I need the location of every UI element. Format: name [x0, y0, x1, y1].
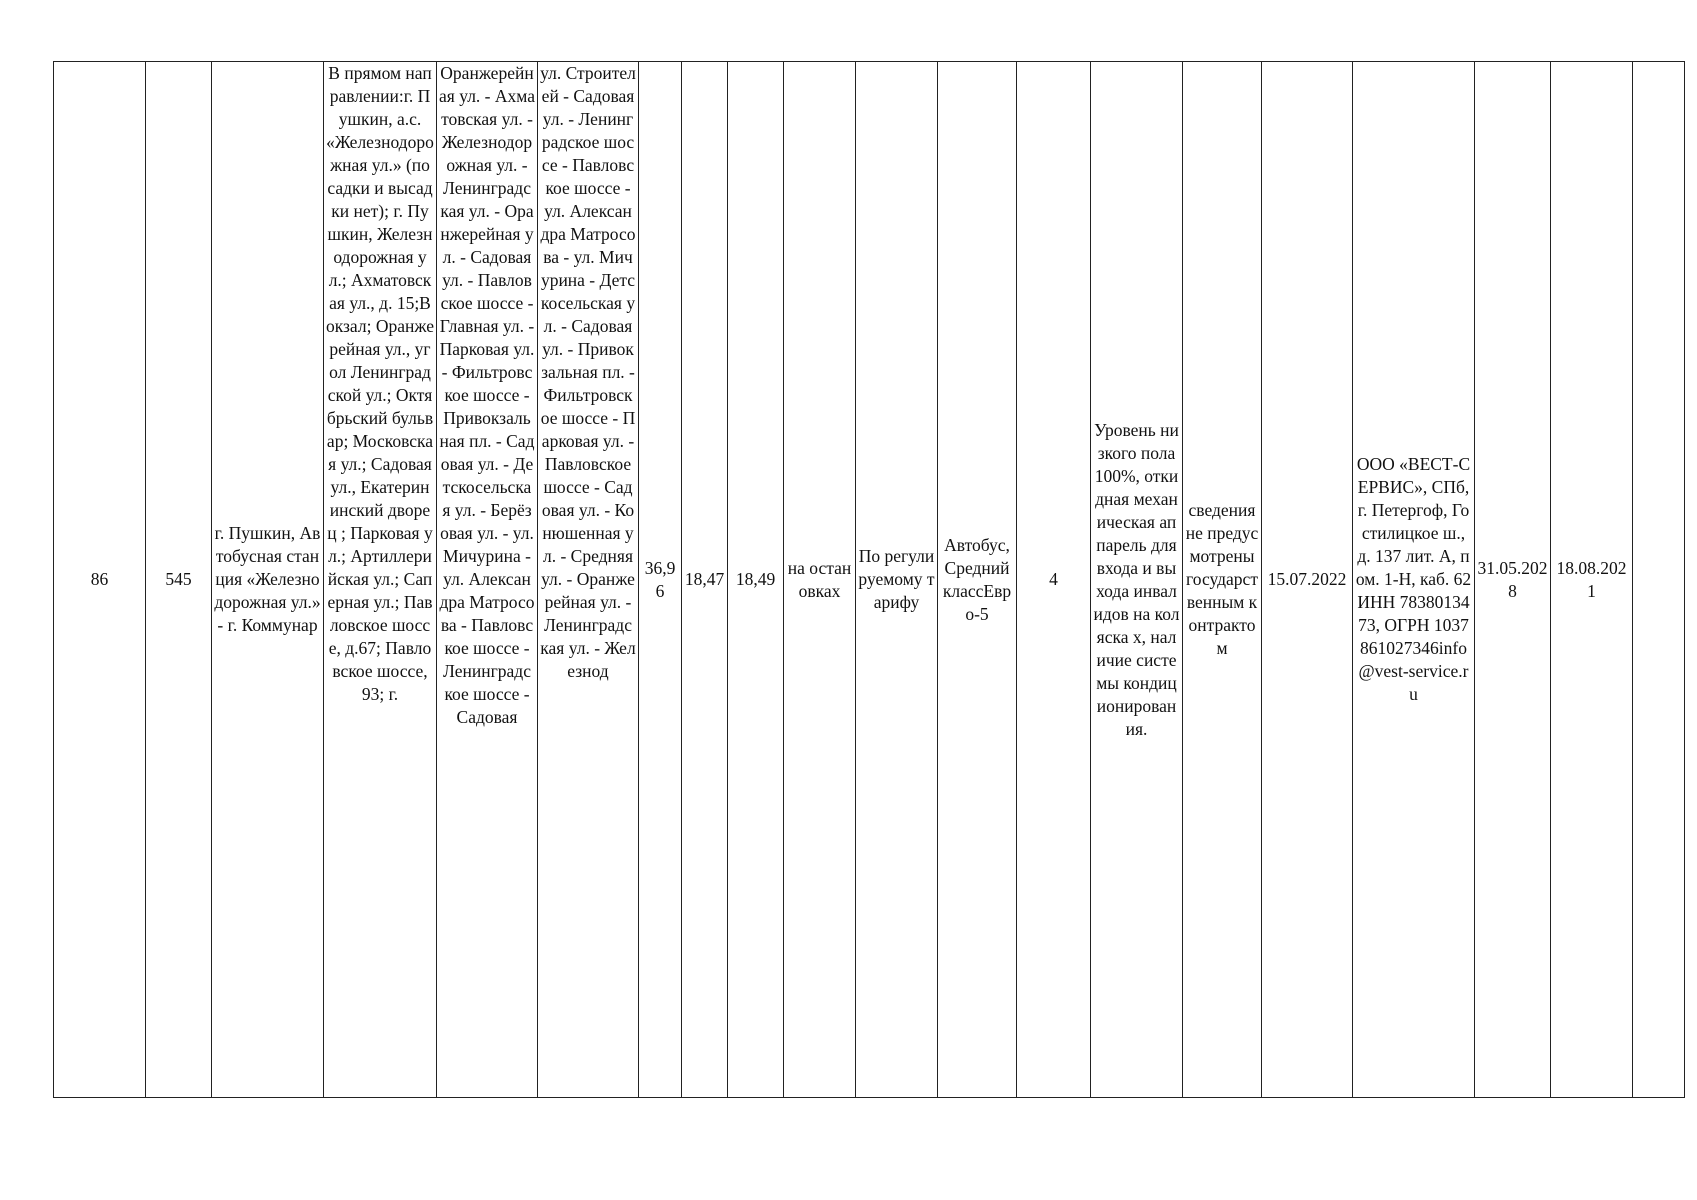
- end-date-cell: 31.05.2028: [1475, 62, 1551, 1098]
- carrier-cell: ООО «ВЕСТ-СЕРВИС», СПб, г. Петергоф, Гостилицкое ш., д. 137 лит. А, пом. 1-Н, каб. 62 ИНН 7838013473, ОГРН 1037861027346info@vest-service.ru: [1353, 62, 1475, 1098]
- table-row: [54, 62, 1685, 1098]
- stops-text: В прямом направлении:г. Пушкин, а.с. «Железнодорожная ул.» (посадки и высадки нет); г. Пушкин, Железнодорожная ул.; Ахматовская ул., д. 15;Вокзал; Оранжерейная ул., угол Ленинградской ул.; Октябрьский бульвар; Московская ул.; Садовая ул., Екатерининский дворец ; Парковая ул.; Артиллерийская ул.; Саперная ул.; Павловское шоссе, д.67; Павловское шоссе, 93; г.: [326, 63, 434, 704]
- streets-backward-cell: [538, 62, 639, 1098]
- row-number-cell: 86: [54, 62, 146, 1098]
- route-name-cell: г. Пушкин, Автобусная станция «Железнодорожная ул.» - г. Коммунар: [212, 62, 324, 1098]
- vehicle-cell: Автобус, Средний классЕвро-5: [938, 62, 1017, 1098]
- extra-cell: [1633, 62, 1685, 1098]
- contract-info-cell: сведения не предусмотрены государственным контрактом: [1183, 62, 1262, 1098]
- streets-forward-text: Оранжерейная ул. - Ахматовская ул. - Железнодорожная ул. - Ленинградская ул. - Оранжерейная ул. - Садовая ул. - Павловское шоссе - Главная ул. - Парковая ул. - Фильтровское шоссе - Привокзальная пл. - Садовая ул. - Детскосельская ул. - Берёзовая ул. - ул. Мичурина - ул. Александра Матросова - Павловское шоссе - Ленинградское шоссе - Садовая: [439, 63, 535, 727]
- length-backward-cell: 18,47: [682, 62, 728, 1098]
- streets-backward-text: ул. Строителей - Садовая ул. - Ленинградское шоссе - Павловское шоссе - ул. Александра Матросова - ул. Мичурина - Детскосельская ул. - Садовая ул. - Привокзальная пл. - Фильтровское шоссе - Парковая ул. - Павловское шоссе - Садовая ул. - Конюшенная ул. - Средняя ул. - Оранжерейная ул. - Ленинградская ул. - Железнод: [540, 63, 636, 681]
- streets-forward-cell: [437, 62, 538, 1098]
- length-total-cell: 18,49: [728, 62, 784, 1098]
- stop-order-cell: на остановках: [784, 62, 856, 1098]
- vehicle-count-cell: 4: [1017, 62, 1091, 1098]
- stops-cell: [324, 62, 437, 1098]
- length-forward-cell: 36,96: [639, 62, 682, 1098]
- route-number-cell: 545: [146, 62, 212, 1098]
- certificate-date-cell: 18.08.2021: [1551, 62, 1633, 1098]
- start-date-cell: 15.07.2022: [1262, 62, 1353, 1098]
- route-registry-table: [53, 61, 1685, 1098]
- tariff-type-cell: По регулируемому тарифу: [856, 62, 938, 1098]
- vehicle-features-cell: Уровень низкого пола 100%, откидная механическая аппарель для входа и выхода инвалидов на коляска х, наличие системы кондиционирования.: [1091, 62, 1183, 1098]
